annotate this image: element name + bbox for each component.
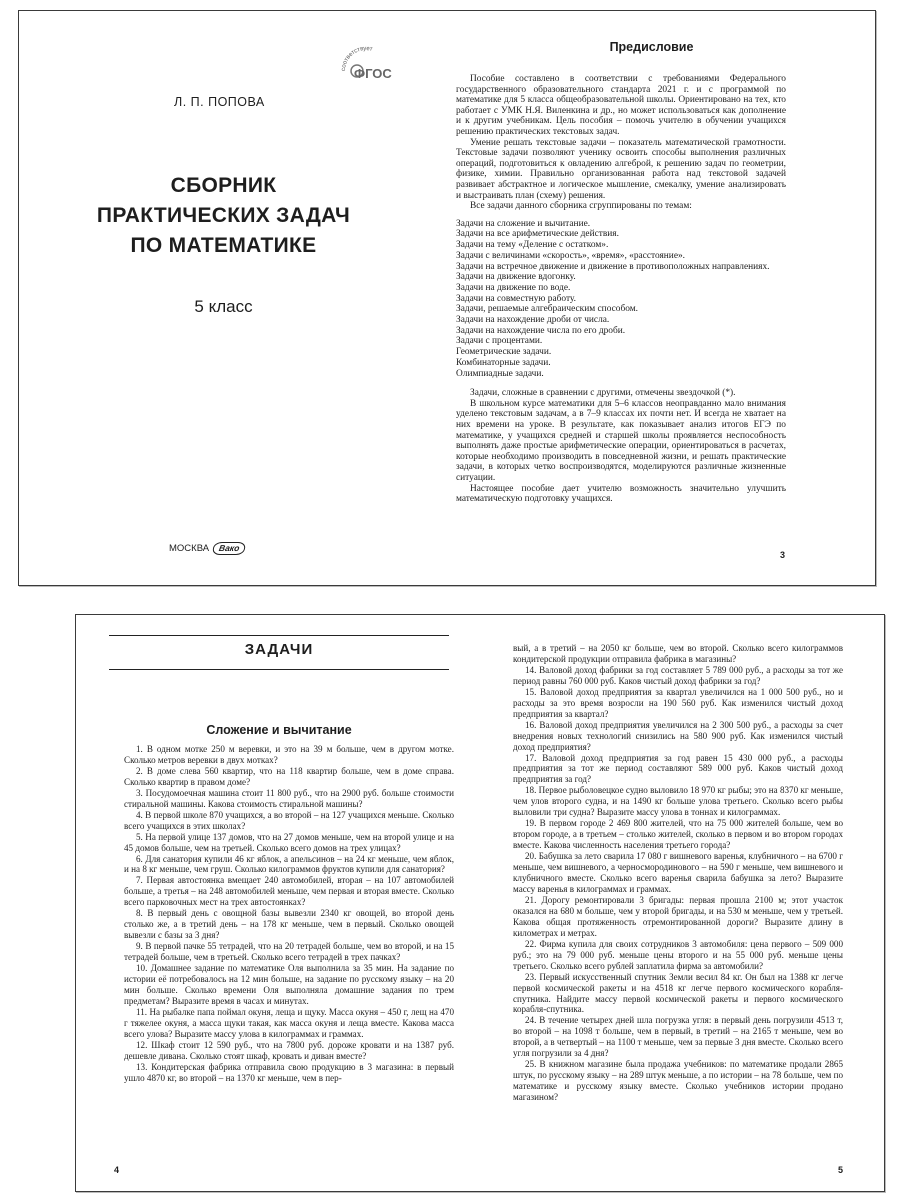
task-item: 22. Фирма купила для своих сотрудников 3 автомобиля: цена первого – 509 000 руб.; это на 79 000 руб. меньше цены второго и на 55 000 руб. меньше цены третьего. Сколько всего рублей заплатила фирма за автомобили? (513, 938, 843, 971)
topic-item: Задачи на сложение и вычитание. (456, 218, 591, 229)
task-column-left (124, 744, 454, 1084)
task-item: 24. В течение четырех дней шла погрузка угля: в первый день погрузили 4513 т, во второй – на 1098 т больше, чем в первый, в третий – на 2165 т меньше, чем во второй, а в четвертый – на 1100 т меньше, чем за первые 3 дня вместе. Сколько всего угля погрузили за 4 дня? (513, 1015, 843, 1059)
topic-item: Задачи на нахождение дроби от числа. (456, 315, 610, 326)
task-item: 4. В первой школе 870 учащихся, а во второй – на 127 учащихся меньше. Сколько всего учащихся в этих школах? (124, 809, 454, 831)
book-title-line: ПРАКТИЧЕСКИХ ЗАДАЧ (96, 204, 351, 227)
topic-item: Задачи на все арифметические действия. (456, 229, 619, 240)
book-title-line: ПО МАТЕМАТИКЕ (130, 234, 317, 257)
fgos-logo (337, 41, 395, 87)
task-item: 11. На рыбалке папа поймал окуня, леща и щуку. Масса окуня – 450 г, лещ на 470 г тяжелее окуня, а масса щуки такая, как масса окуня и леща вместе. Какова масса всего улова? Выразите массу улова в килограммах и граммах. (124, 1006, 454, 1039)
task-item: 21. Дорогу ремонтировали 3 бригады: первая прошла 2100 м; этот участок оказался на 680 м больше, чем у второй бригады, и на 530 м меньше, чем у третьей. Какова общая протяженность отремонтированной дороги? Выразите длину в километрах и метрах. (513, 894, 843, 938)
task-item: 12. Шкаф стоит 12 590 руб., что на 7800 руб. дороже кровати и на 1387 руб. дешевле дивана. Сколько стоят шкаф, кровать и диван вместе? (124, 1039, 454, 1061)
topic-item: Задачи на нахождение числа по его дроби. (456, 325, 626, 336)
task-item: 5. На первой улице 137 домов, что на 27 домов меньше, чем на второй улице и на 45 домов больше, чем на третьей. Сколько всего домов на трех улицах? (124, 831, 454, 853)
task-item: 3. Посудомоечная машина стоит 11 800 руб., что на 2900 руб. больше стоимости стиральной машины. Какова стоимость стиральной машины? (124, 787, 454, 809)
task-item: 17. Валовой доход предприятия за год равен 15 430 000 руб., а расходы предприятия за тот же период составляют 589 000 руб. Каков чистый доход предприятия за год? (513, 752, 843, 785)
topic-item: Задачи на движение вдогонку. (456, 272, 576, 283)
task-item: 18. Первое рыболовецкое судно выловило 18 970 кг рыбы; это на 8370 кг меньше, чем улов второго судна, и на 1490 кг больше улова третьего. Сколько всего рыбы выловили три судна? Выразите массу улова в тоннах и килограммах. (513, 785, 843, 818)
subsection-title: Сложение и вычитание (206, 723, 352, 737)
preface-paragraph: Пособие составлено в соответствии с требованиями Федерального государственного образовательного стандарта 2021 г. и с программой по математике для 5 класса общеобразовательной школы. Ориентировано на тех, кто работает с УМК Н.Я. Виленкина и др., но может использоваться как дополнение и к другим учебникам. Цель пособия – помочь учителю в обучении учащихся решению практических текстовых задач. (456, 74, 786, 137)
section-title: ЗАДАЧИ (244, 641, 314, 658)
task-item: 16. Валовой доход предприятия увеличился на 2 300 500 руб., а расходы за счет внедрения новых технологий снизились на 580 900 руб. Как изменился чистый доход предприятия? (513, 719, 843, 752)
task-column-right (513, 643, 843, 1103)
topic-item: Задачи на движение по воде. (456, 282, 571, 293)
preface-paragraph: В школьном курсе математики для 5–6 классов неоправданно мало внимания уделено текстовым задачам, а в 7–9 классах их почти нет. И всегда не хватает на них времени на уроке. В результате, как показывает анализ итогов ЕГЭ по математике, у учащихся средней и старшей школы проявляется неспособность выполнять даже простые арифметические операции, ориентироваться в расчетах, которые необходимо производить в повседневной жизни, и решать практические задачи, в которых четко воспроизводятся, моделируются различные жизненные ситуации. (456, 398, 786, 484)
topic-item: Задачи на встречное движение и движение в противоположных направлениях. (456, 261, 770, 272)
topic-item: Комбинаторные задачи. (456, 357, 551, 368)
tasks-spread (75, 614, 885, 1192)
topic-item: Задачи с процентами. (456, 336, 543, 347)
page-number-right: 5 (838, 1165, 844, 1175)
preface-paragraph: Умение решать текстовые задачи – показатель математической грамотности. Текстовые задачи позволяют ученику освоить способы выполнения различных операций, подготовиться к овладению алгеброй, к решению задач по геометрии, физике, химии. Правильно организованная работа над текстовой задачей развивает абстрактное и логическое мышление, смекалку, умение анализировать и выстраивать план (схему) решения. (456, 137, 786, 201)
task-continuation: вый, а в третий – на 2050 кг больше, чем во второй. Сколько всего килограммов кондитерской продукции отправила фабрика в магазины? (513, 643, 843, 664)
svg-text:соответствует: соответствует (340, 45, 373, 72)
task-item: 20. Бабушка за лето сварила 17 080 г вишневого варенья, клубничного – на 6700 г меньше, чем вишневого, а черносмородинового – на 590 г меньше, чем вишневого и клубничного вместе. Сколько всего варенья сварила бабушка за лето? Выразите массу варенья в килограммах и граммах. (513, 851, 843, 894)
page-number-left: 4 (114, 1165, 120, 1175)
task-item: 7. Первая автостоянка вмещает 240 автомобилей, вторая – на 107 автомобилей больше, а третья – на 248 автомобилей меньше, чем первая и вторая вместе. Сколько всего парковочных мест на трех автостоянках? (124, 875, 454, 908)
page-number: 3 (780, 550, 786, 560)
preface-title: Предисловие (609, 40, 694, 54)
task-item: 15. Валовой доход предприятия за квартал увеличился на 1 000 500 руб., но и расходы за это время возросли на 190 560 руб. Как изменился чистый доход предприятия за квартал? (513, 686, 843, 719)
task-item: 9. В первой пачке 55 тетрадей, что на 20 тетрадей больше, чем во второй, и на 15 тетрадей больше, чем в третьей. Сколько всего тетрадей в трех пачках? (124, 941, 454, 963)
topic-item: Задачи, решаемые алгебраическим способом. (456, 304, 639, 315)
publisher-imprint (169, 542, 245, 555)
title-spread (18, 10, 876, 586)
task-item: 1. В одном мотке 250 м веревки, и это на 39 м больше, чем в другом мотке. Сколько метров веревки в двух мотках? (124, 744, 454, 765)
section-rule-bottom (109, 669, 449, 670)
task-item: 8. В первый день с овощной базы вывезли 2340 кг овощей, во второй день столько же, а в третий день – на 178 кг меньше, чем в первый. Сколько овощей вывезли с базы за 3 дня? (124, 908, 454, 941)
task-item: 10. Домашнее задание по математике Оля выполнила за 35 мин. На задание по истории её потребовалось на 12 мин больше, на задание по русскому языку – на 20 мин больше. Сколько времени Оля выполняла домашние задания по трем предметам? Выразите время в часах и минутах. (124, 963, 454, 1006)
book-title-line: СБОРНИК (170, 174, 277, 197)
grade-label: 5 класс (194, 297, 253, 316)
task-item: 6. Для санатория купили 46 кг яблок, а апельсинов – на 24 кг меньше, чем яблок, и на 8 кг меньше, чем груш. Сколько килограммов фруктов купили для санатория? (124, 853, 454, 875)
topic-list (456, 219, 786, 380)
preface-paragraph: Все задачи данного сборника сгруппированы по темам: (470, 201, 692, 212)
topic-item: Задачи с величинами «скорость», «время», «расстояние». (456, 250, 686, 261)
preface-paragraph: Настоящее пособие дает учителю возможность значительно улучшить математическую подготовку учащихся. (456, 483, 786, 505)
author-name: Л. П. ПОПОВА (174, 95, 265, 109)
book-title (19, 171, 428, 261)
task-item: 25. В книжном магазине была продажа учебников: по математике продали 2865 штук, по русскому языку – на 289 штук меньше, а по истории – на 78 больше, чем по математике и русскому языку вместе. Сколько учебников истории продано магазином? (513, 1059, 843, 1103)
task-item: 19. В первом городе 2 469 800 жителей, что на 75 000 жителей больше, чем во втором городе, а в третьем – столько жителей, сколько в первом и во втором городах вместе. Какова численность населения третьего города? (513, 818, 843, 851)
section-rule-top (109, 635, 449, 636)
topic-item: Геометрические задачи. (456, 347, 552, 358)
topic-item: Олимпиадные задачи. (456, 368, 544, 379)
publisher-logo: Вако (212, 542, 247, 555)
fgos-logo-text: ФГОС (354, 66, 392, 81)
preface-paragraph: Задачи, сложные в сравнении с другими, отмечены звездочкой (*). (470, 388, 736, 399)
publisher-city: МОСКВА (169, 543, 210, 554)
task-item: 2. В доме слева 560 квартир, что на 118 квартир больше, чем в доме справа. Сколько квартир в правом доме? (124, 765, 454, 787)
task-item: 23. Первый искусственный спутник Земли весил 84 кг. Он был на 1388 кг легче первой космической ракеты и на 4518 кг легче первого космического корабля-спутника. Найдите массу первой космической ракеты и первого космического корабля-спутника. (513, 971, 843, 1015)
topic-item: Задачи на тему «Деление с остатком». (456, 240, 609, 251)
preface-body (456, 74, 786, 505)
topic-item: Задачи на совместную работу. (456, 293, 577, 304)
task-item: 13. Кондитерская фабрика отправила свою продукцию в 3 магазина: в первый ушло 4870 кг, во второй – на 1370 кг меньше, чем в пер- (124, 1061, 454, 1083)
task-item: 14. Валовой доход фабрики за год составляет 5 789 000 руб., а расходы за тот же период равны 760 000 руб. Каков чистый доход фабрики за год? (513, 664, 843, 686)
